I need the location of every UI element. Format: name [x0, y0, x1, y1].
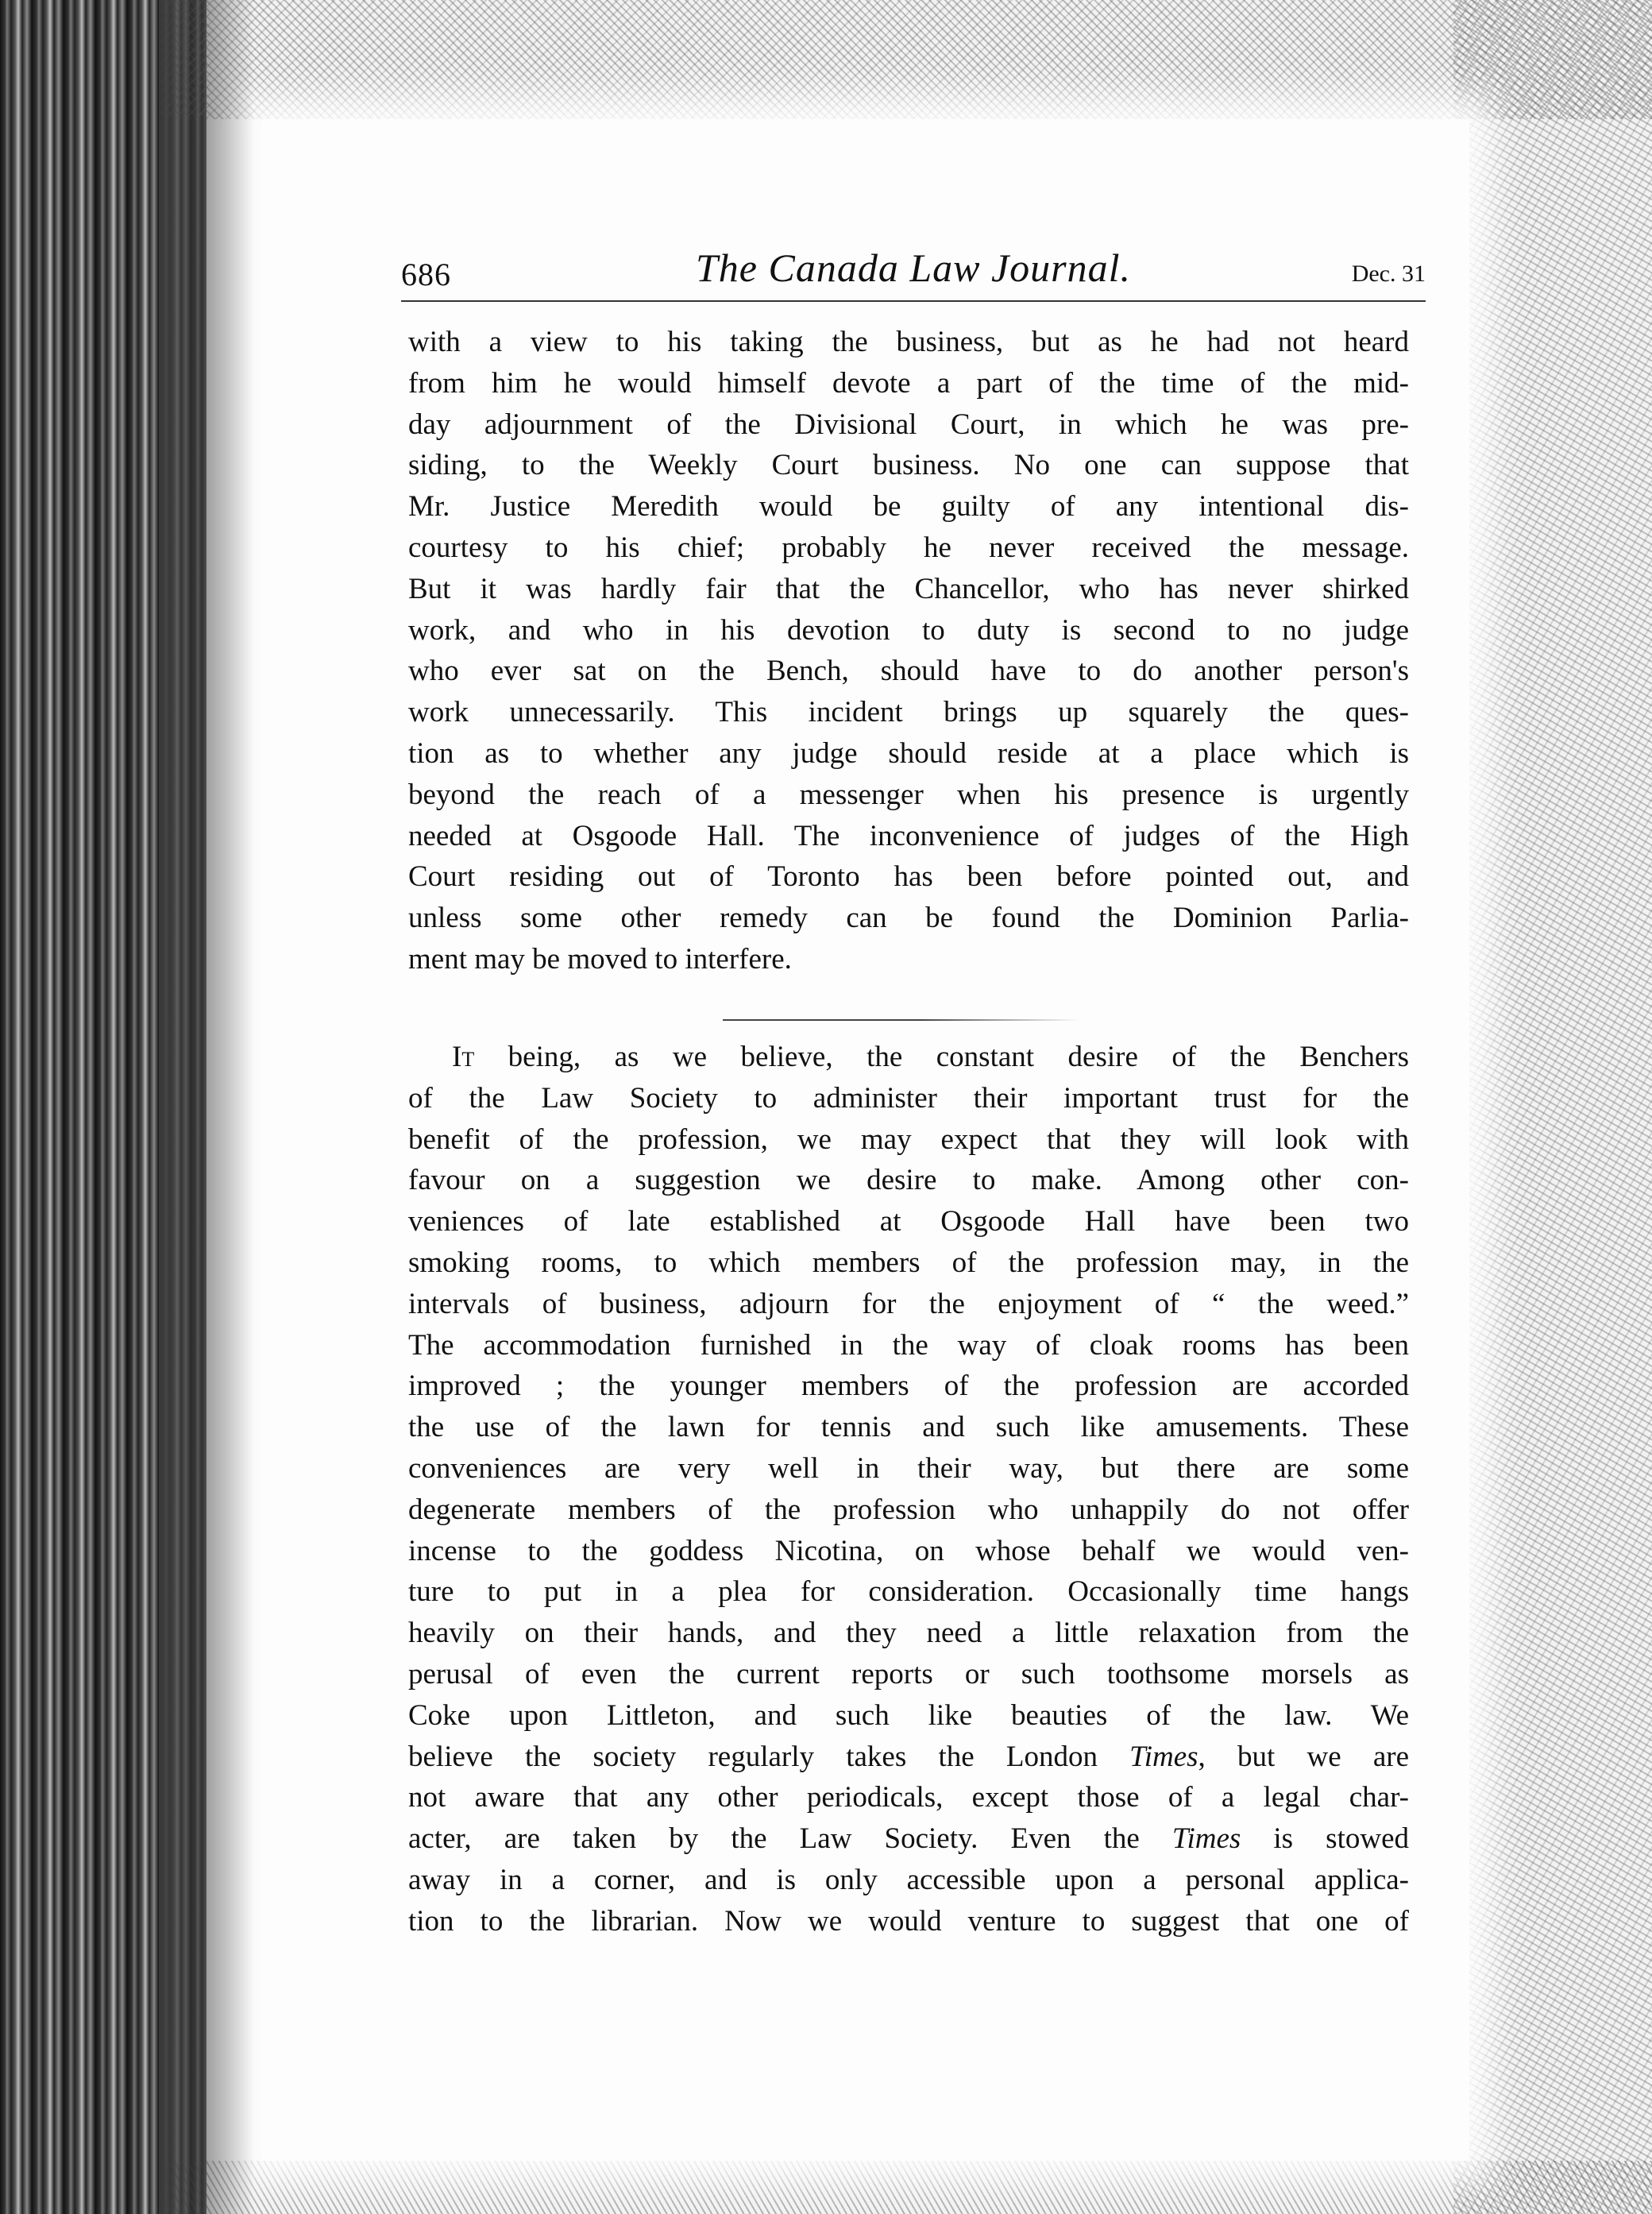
text-line: of the Law Society to administer their important trust for the: [408, 1081, 1409, 1115]
scan-noise-right: [1453, 0, 1652, 2214]
text-line: believe the society regularly takes the London Times, but we are: [408, 1740, 1409, 1773]
text-line: away in a corner, and is only accessible upon a personal applica-: [408, 1863, 1409, 1896]
text-line: tion to the librarian. Now we would venture to suggest that one of: [408, 1904, 1409, 1938]
text-line: from him he would himself devote a part of the time of the mid-: [408, 366, 1409, 400]
text-line: improved ; the younger members of the profession are accorded: [408, 1370, 1409, 1403]
periodical-title: Times: [1171, 1822, 1241, 1856]
lead-word: It: [452, 1041, 475, 1073]
header-rule: [401, 300, 1426, 302]
issue-date: Dec. 31: [1351, 261, 1426, 287]
text-line: ture to put in a plea for consideration. Occasionally time hangs: [408, 1575, 1409, 1609]
text-line: degenerate members of the profession who unhappily do not offer: [408, 1493, 1409, 1526]
section-divider-rule: [723, 1019, 1080, 1021]
article-paragraph-new: [408, 1037, 1409, 1942]
text-line: conveniences are very well in their way, but there are some: [408, 1451, 1409, 1485]
running-header: [401, 238, 1426, 302]
journal-title: The Canada Law Journal.: [695, 245, 1132, 290]
text-line: ment may be moved to interfere.: [408, 942, 792, 976]
text-line: tion as to whether any judge should reside at a place which is: [408, 736, 1409, 770]
text-line: work unnecessarily. This incident brings up squarely the ques-: [408, 696, 1409, 729]
text-line: needed at Osgoode Hall. The inconvenience of judges of the High: [408, 819, 1409, 852]
text-line-first: [408, 1037, 1409, 1078]
text-line: Mr. Justice Meredith would be guilty of any intentional dis-: [408, 490, 1409, 524]
text-line: The accommodation furnished in the way of cloak rooms has been: [408, 1328, 1409, 1362]
binding-shadow: [159, 0, 254, 2214]
article-paragraph-continued: [408, 322, 1409, 980]
text-line: perusal of even the current reports or such toothsome morsels as: [408, 1657, 1409, 1690]
text-line: favour on a suggestion we desire to make. Among other con-: [408, 1164, 1409, 1197]
text-line: with a view to his taking the business, but as he had not heard: [408, 326, 1409, 358]
text-line-rest: being, as we believe, the constant desire of the Benchers: [474, 1041, 1409, 1073]
text-line: Coke upon Littleton, and such like beauties of the law. We: [408, 1698, 1409, 1732]
text-line: siding, to the Weekly Court business. No one can suppose that: [408, 449, 1409, 482]
text-line: Court residing out of Toronto has been before pointed out, and: [408, 860, 1409, 894]
text-line: smoking rooms, to which members of the profession may, in the: [408, 1246, 1409, 1279]
text-line: not aware that any other periodicals, except those of a legal char-: [408, 1781, 1409, 1814]
text-line: But it was hardly fair that the Chancellor, who has never shirked: [408, 572, 1409, 605]
text-line: courtesy to his chief; probably he never received the message.: [408, 531, 1409, 564]
text-line: acter, are taken by the Law Society. Even the Times is stowed: [408, 1822, 1409, 1856]
text-line: intervals of business, adjourn for the enjoyment of “ the weed.”: [408, 1287, 1409, 1320]
text-line: the use of the lawn for tennis and such like amusements. These: [408, 1411, 1409, 1444]
scan-noise-bottom: [159, 2161, 1652, 2214]
text-line: heavily on their hands, and they need a little relaxation from the: [408, 1617, 1409, 1650]
text-line: veniences of late established at Osgoode Hall have been two: [408, 1205, 1409, 1238]
scan-noise-top: [159, 0, 1652, 119]
text-line: who ever sat on the Bench, should have to do another person's: [408, 655, 1409, 688]
text-line: unless some other remedy can be found the Dominion Parlia-: [408, 902, 1409, 935]
page-number: 686: [401, 257, 451, 292]
text-line: benefit of the profession, we may expect that they will look with: [408, 1122, 1409, 1156]
periodical-title: Times: [1129, 1740, 1198, 1773]
text-line: beyond the reach of a messenger when his presence is urgently: [408, 778, 1409, 811]
text-line: day adjournment of the Divisional Court, in which he was pre-: [408, 408, 1409, 441]
text-line: work, and who in his devotion to duty is second to no judge: [408, 613, 1409, 647]
text-line: incense to the goddess Nicotina, on whose behalf we would ven-: [408, 1534, 1409, 1567]
